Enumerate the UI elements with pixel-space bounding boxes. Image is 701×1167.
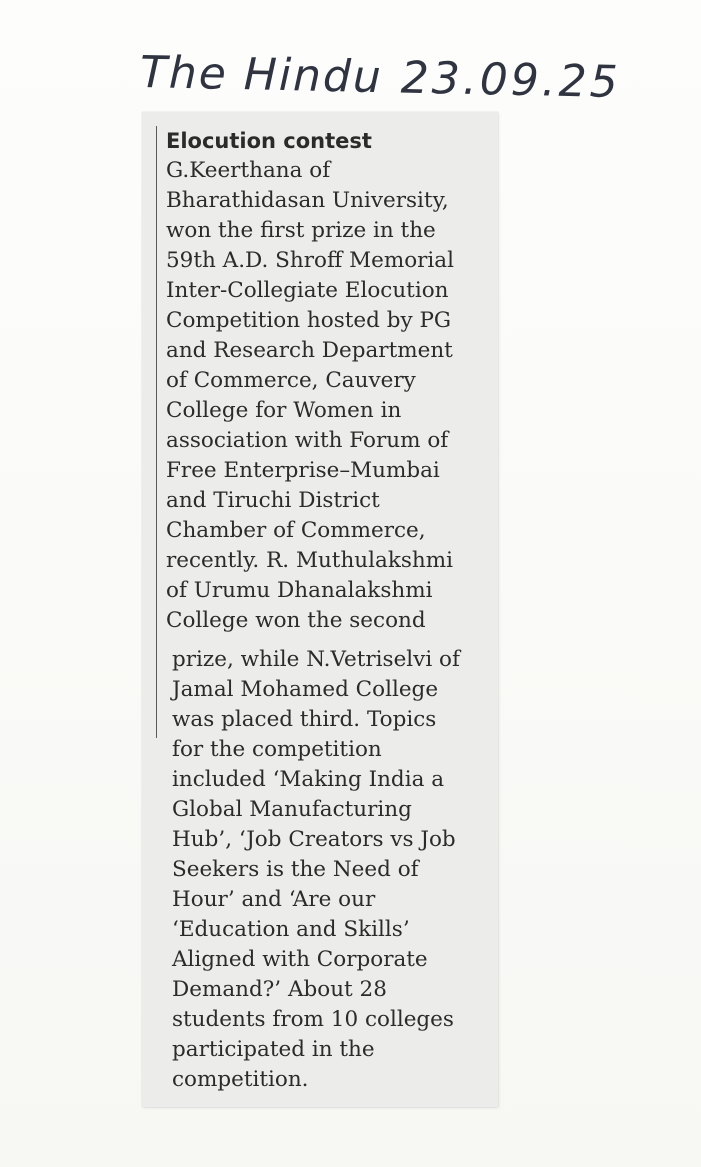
article-line: prize, while N.Vetriselvi of	[172, 647, 460, 672]
article-line: students from 10 colleges	[172, 1007, 454, 1032]
article-line: ‘Education and Skills’	[172, 917, 410, 942]
article-line: G.Keerthana of	[166, 158, 331, 183]
article-line: won the first prize in the	[166, 218, 436, 243]
article-line: Demand?’ About 28	[172, 977, 387, 1002]
article-headline: Elocution contest	[166, 129, 372, 153]
column-rule	[156, 126, 157, 738]
article-line: Jamal Mohamed College	[172, 677, 439, 702]
article-line: included ‘Making India a	[172, 767, 445, 792]
article-line: Inter-Collegiate Elocution	[166, 278, 449, 303]
article-line: association with Forum of	[166, 428, 449, 453]
article-line: Hub’, ‘Job Creators vs Job	[172, 827, 456, 852]
article-line: Global Manufacturing	[172, 797, 412, 822]
article-column-part-2	[172, 645, 492, 1095]
article-line: for the competition	[172, 737, 382, 762]
newspaper-clipping	[142, 112, 498, 1107]
article-line: Free Enterprise–Mumbai	[166, 458, 440, 483]
article-line: competition.	[172, 1067, 309, 1092]
article-line: 59th A.D. Shroff Memorial	[166, 248, 455, 273]
article-line: Bharathidasan University,	[166, 188, 449, 213]
publication-name: The Hindu	[139, 47, 384, 104]
article-line: and Research Department	[166, 338, 453, 363]
publication-date: 23.09.25	[400, 52, 622, 109]
article-line: participated in the	[172, 1037, 375, 1062]
article-line: was placed third. Topics	[172, 707, 437, 732]
article-line: College for Women in	[166, 398, 402, 423]
handwritten-source-note	[139, 38, 680, 119]
article-line: Competition hosted by PG	[166, 308, 452, 333]
article-line: College won the second	[166, 608, 426, 633]
article-line: of Commerce, Cauvery	[166, 368, 416, 393]
article-line: recently. R. Muthulakshmi	[166, 548, 454, 573]
article-line: Chamber of Commerce,	[166, 518, 426, 543]
article-line: Seekers is the Need of	[172, 857, 419, 882]
article-column-part-1	[166, 126, 486, 636]
article-line: Aligned with Corporate	[172, 947, 428, 972]
article-line: of Urumu Dhanalakshmi	[166, 578, 433, 603]
article-line: Hour’ and ‘Are our	[172, 887, 376, 912]
article-line: and Tiruchi District	[166, 488, 380, 513]
